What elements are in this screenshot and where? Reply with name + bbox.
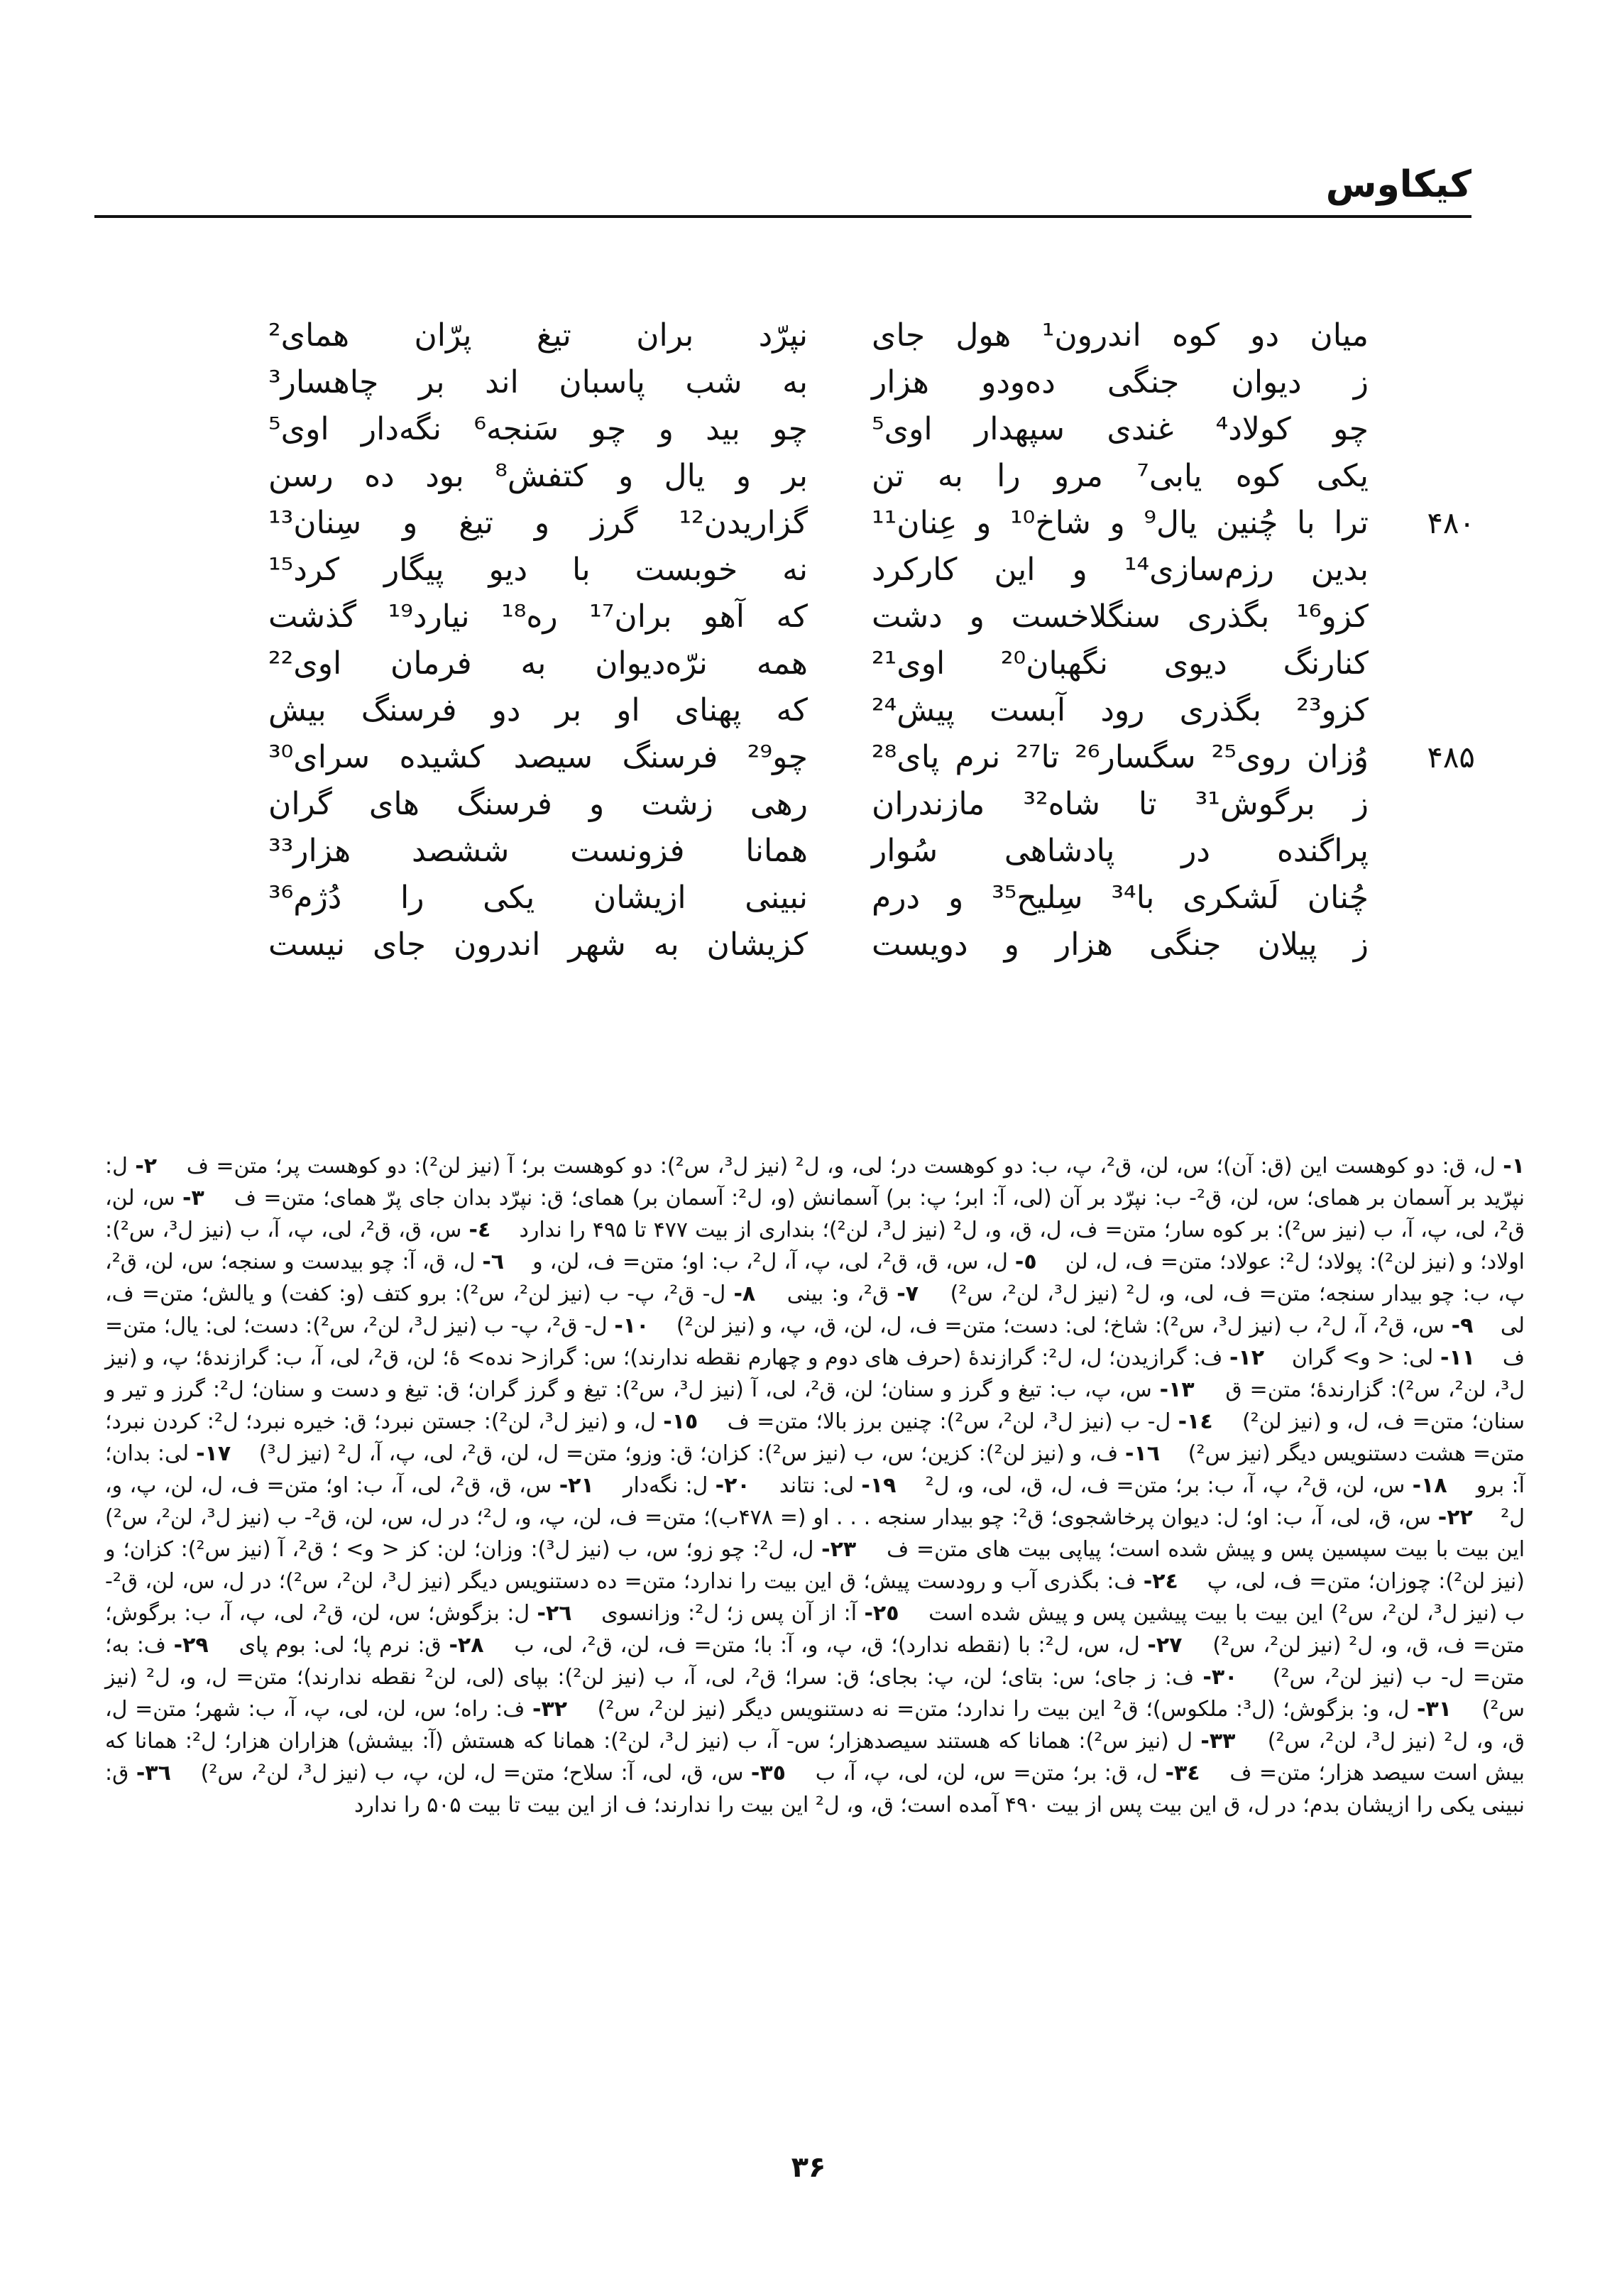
footnote-number: ٣١- <box>1417 1697 1452 1722</box>
verse-line <box>268 359 808 406</box>
footnote <box>594 1473 750 1498</box>
footnote-text: س، ق²، آ، ل²، ب (نیز ل³، س²): شاخ؛ لی: دست؛ متن= ف، ل، لن، ق، پ، و (نیز لن²) <box>676 1313 1445 1338</box>
verse-line <box>865 453 1475 500</box>
hemistich: پراگنده در پادشاهی سُوار <box>872 833 1369 869</box>
footnote-number: ١٤- <box>1178 1409 1213 1434</box>
footnote <box>896 1473 1447 1498</box>
verse-line <box>268 640 808 687</box>
footnote-text: س، ق، لی، آ: سلاح؛ متن= ل، لن، پ، ب (نیز ل³، لن²، س²) <box>200 1761 744 1786</box>
footnote-text: س، لن، ق²، لی، پ، آ، ب (نیز س²): بر کوه سار؛ متن= ف، ل، ق، و، ل² (نیز ل³، لن²)؛ بنداری از بیت ۴۷۷ تا ۴۹۵ را ندارد <box>105 1186 1525 1242</box>
footnote-text: ل: بزگوش؛ س، لن، ق²، لی، پ، آ، ب: برگوش؛ متن= ف، ق، و، ل² (نیز لن²، س²) <box>105 1601 1525 1658</box>
verse-line <box>268 453 808 500</box>
verse-line <box>268 828 808 875</box>
footnote-number: ٥- <box>1014 1250 1037 1274</box>
footnote-number: ٢٦- <box>537 1601 572 1626</box>
verse-line <box>268 687 808 734</box>
footnote-number: ۳- <box>182 1186 204 1210</box>
footnote <box>231 1441 1160 1466</box>
hemistich: همانا فزونست ششصد هزار³³ <box>268 833 808 869</box>
footnote <box>209 1633 484 1658</box>
footnote-number: ٣٣- <box>1200 1729 1236 1754</box>
hemistich: چو²⁹ فرسنگ سیصد کشیده سرای³⁰ <box>268 739 808 775</box>
footnote-number: ٦- <box>482 1250 505 1274</box>
verse-line <box>865 406 1475 453</box>
hemistich: کزو²³ بگذری رود آبست پیش²⁴ <box>872 692 1369 728</box>
hemistich: بر و یال و کتفش⁸ بود ده رسن <box>268 458 808 494</box>
verse-line <box>268 594 808 640</box>
footnote-number: ٣٤- <box>1165 1761 1200 1786</box>
footnote-text: ل، س، ل²: با (نقطه ندارد)؛ ق، پ، و، آ: با؛ متن= ف، لن، ق²، لی، ب <box>514 1633 1140 1658</box>
verse-line <box>865 594 1475 640</box>
footnote-number: ٨- <box>733 1281 756 1306</box>
footnotes-apparatus <box>105 1150 1525 1821</box>
footnote-number: ١٨- <box>1412 1473 1447 1498</box>
hemistich: کزیشان به شهر اندرون جای نیست <box>268 926 808 963</box>
verse-line <box>268 875 808 922</box>
footnote <box>1264 1345 1475 1370</box>
footnote-text: ق: نرم پا؛ لی: بوم پای <box>239 1633 442 1658</box>
footnote-number: ٣٦- <box>136 1761 171 1786</box>
footnote-number: ٢٥- <box>864 1601 899 1626</box>
hemistich: ز برگوش³¹ تا شاه³² مازندران <box>872 786 1369 822</box>
hemistich: نپرّد بران تیغ پرّان همای² <box>268 317 808 354</box>
footnote-number: ١٩- <box>861 1473 897 1498</box>
footnote-number: ٣٢- <box>532 1697 568 1722</box>
verse-line <box>865 547 1475 594</box>
hemistich: ترا با چُنین یال⁹ و شاخ¹⁰ و عِنان¹¹ <box>872 505 1369 541</box>
hemistich: ز دیوان جنگی ده‌ودو هزار <box>872 364 1369 400</box>
hemistich: وُزان روی²⁵ سگسار²⁶ تا²⁷ نرم پای²⁸ <box>872 739 1369 775</box>
footnote-text: ف: ز جای؛ س: بتای؛ لن، پ: بجای؛ ق: سرا؛ ق²، لی، آ، ب (نیز لن²): بپای (لی، لن² نقطه ندارند)؛ متن= ل، و، ل² (نیز س²) <box>105 1665 1525 1722</box>
verse-line <box>268 781 808 828</box>
hemistich: که پهنای او بر دو فرسنگ بیش <box>268 692 808 728</box>
footnote-text: س، ق، ق²، لی، پ، آ، ب (نیز ل³، س²): اولاد؛ و (نیز لن²): پولاد؛ ل²: عولاد؛ متن= ف، ل، لن <box>105 1218 1525 1274</box>
footnote-text: لی: بدان؛ آ: برو <box>105 1441 1525 1498</box>
hemistich: چو بید و چو سَنجه⁶ نگه‌دار اوی⁵ <box>268 411 808 447</box>
footnote-number: ١٣- <box>1159 1377 1195 1402</box>
hemistich: ز پیلان جنگی هزار و دویست <box>872 926 1369 963</box>
footnote-text: لی: نتاند <box>779 1473 855 1498</box>
footnote <box>649 1313 1473 1338</box>
hemistich: گزاریدن¹² گرز و تیغ و سِنان¹³ <box>268 505 808 541</box>
footnote <box>171 1761 786 1786</box>
verse-line <box>865 640 1475 687</box>
hemistich: بدین رزم‌سازی¹⁴ و این کارکرد <box>872 552 1369 588</box>
footnote-number: ٢٨- <box>449 1633 484 1658</box>
footnote-text: ق²، و: بینی <box>786 1281 889 1306</box>
footnote <box>750 1473 897 1498</box>
hemistich: چُنان لَشکری با³⁴ سِلیح³⁵ و درم <box>872 880 1369 916</box>
hemistich: میان دو کوه اندرون¹ هول جای <box>872 317 1369 354</box>
verse-line <box>268 500 808 547</box>
footnote-number: ١١- <box>1440 1345 1476 1370</box>
footnote-text: ل، و (نیز ل³، لن²): جستن نبرد؛ ق: خیره نبرد؛ ل²: کردن نبرد؛ متن= هشت دستنویس دیگر (نیز س²) <box>105 1409 1525 1466</box>
verse-line <box>865 781 1475 828</box>
footnote <box>786 1761 1200 1786</box>
hemistich: نبینی ازیشان یکی را دُژم³⁶ <box>268 880 808 916</box>
footnote <box>157 1154 1525 1179</box>
footnote <box>572 1601 899 1626</box>
footnote-text: ل (نیز س²): همانا که هستند سیصدهزار؛ س- آ، ب (نیز ل³، لن²): همانا که هستش (آ: بیشش) هزاران هزار؛ ل²: همانا که بیش است سیصد هزار؛ متن= ف <box>105 1729 1525 1786</box>
verse-line <box>865 828 1475 875</box>
hemistich: همه نرّه‌دیوان به فرمان اوی²² <box>268 645 808 682</box>
verse-column-right <box>865 312 1475 968</box>
footnote-text: ل، س، ق، ق²، لی، پ، آ، ل²، ب: او؛ متن= ف، لن، و <box>532 1250 1008 1274</box>
verse-line <box>268 406 808 453</box>
footnote-text: ل: نگه‌دار <box>623 1473 708 1498</box>
verse-number: ۴۸۵ <box>1427 740 1475 775</box>
page-number: ۳۶ <box>791 2151 826 2184</box>
verse-line <box>865 734 1475 781</box>
footnote-number: ١٥- <box>663 1409 698 1434</box>
hemistich: رهی زشت و فرسنگ های گران <box>268 786 808 822</box>
footnote-number: ٢٤- <box>1143 1569 1178 1594</box>
footnote <box>698 1409 1212 1434</box>
footnote-text: ف: گرازیدن؛ ل، ل²: گرازندهٔ (حرف های دوم و چهارم نقطه ندارند)؛ س: گراز< نده> هٔ؛ لن، ق²، لی، آ، ب: گرازندهٔ؛ پ، و (نیز ل³، لن²، س²): گزارندهٔ؛ متن= ق <box>105 1345 1525 1402</box>
footnote-number: ٢٧- <box>1147 1633 1183 1658</box>
verse-line <box>865 500 1475 547</box>
footnote-text: ل، ق: بر؛ متن= س، لن، لی، پ، آ، ب <box>815 1761 1158 1786</box>
verse-block <box>212 312 1475 1065</box>
verse-number: ۴۸۰ <box>1427 505 1475 540</box>
footnote-number: ۱- <box>1503 1154 1525 1179</box>
footnote-number: ٢٢- <box>1437 1505 1473 1530</box>
hemistich: کنارنگ دیوی نگهبان²⁰ اوی²¹ <box>872 645 1369 682</box>
verse-line <box>865 922 1475 968</box>
footnote-number: ٢٠- <box>715 1473 750 1498</box>
running-header <box>94 160 1471 218</box>
footnote-text: ل، و: بزگوش؛ (ل³: ملکوس)؛ ق² این بیت را ندارد؛ متن= نه دستنویس دیگر (نیز لن²، س²) <box>597 1697 1410 1722</box>
footnote <box>504 1250 1037 1274</box>
footnote-text: ف: بگذری آب و رودست پیش؛ ق این بیت را ندارد؛ متن= ده دستنویس دیگر (نیز ل³، لن²، س²)؛ در ل، س، لن، ق²- ب (نیز ل³، لن²، س²) این بیت با بیت پیشین پس و پیش شده است <box>105 1569 1525 1626</box>
chapter-title: کیکاوس <box>1325 163 1471 206</box>
hemistich: نه خوبست با دیو پیگار کرد¹⁵ <box>268 552 808 588</box>
hemistich: که آهو بران¹⁷ ره¹⁸ نیارد¹⁹ گذشت <box>268 598 808 635</box>
footnote-text: ل، ق: دو کوهست این (ق: آن)؛ س، لن، ق²، پ، ب: دو کوهست در؛ لی، و، ل² (نیز ل³، س²): دو کوهست بر؛ آ (نیز لن²): دو کوهست پر؛ متن= ف <box>186 1154 1496 1179</box>
verse-line <box>865 359 1475 406</box>
footnote-text: لی: < و> گران <box>1291 1345 1434 1370</box>
footnote <box>484 1633 1183 1658</box>
footnote-number: ١٧- <box>196 1441 231 1466</box>
footnote-text: س، ق، لی، آ، ب: او؛ ل: دیوان پرخاشجوی؛ ق²: چو بیدار سنجه . . . او (= ۴۷۸ب)؛ متن= ف، لن، پ، و، ل²؛ در ل، س، لن، ق²- ب (نیز ل³، لن²، س²) این بیت با بیت سپسین پس و پیش شده است؛ پیاپی بیت های متن= ف <box>105 1505 1525 1562</box>
footnote <box>755 1281 919 1306</box>
verse-line <box>268 547 808 594</box>
footnote-number: ١٢- <box>1229 1345 1265 1370</box>
footnote-text: ف: راه؛ س، لن، لی، پ، آ، ب: شهر؛ متن= ل، ق، و، ل² (نیز ل³، لن²، س²) <box>105 1697 1525 1754</box>
hemistich: کزو¹⁶ بگذری سنگلاخست و دشت <box>872 598 1369 635</box>
footnote-text: ل- ق²، پ- ب (نیز لن²، س²): برو کتف (و: کفت) و یالش؛ متن= ف، لی <box>105 1281 1525 1338</box>
footnote-text: ف: به؛ متن= ل- ب (نیز لن²، س²) <box>105 1633 1525 1690</box>
footnote-number: ٩- <box>1451 1313 1474 1338</box>
footnote-text: س، پ، ب: تیغ و گرز و سنان؛ لن، ق²، لی، آ (نیز ل³، س²): تیغ و گرز گران؛ ق: تیغ و دست و سنان؛ ل²: گرز و تیر و سنان؛ متن= ف، ل، و (نیز لن²) <box>105 1377 1525 1434</box>
footnote-text: س، ق، ق²، لی، آ، ب: او؛ متن= ف، ل، لن، پ، و، ل² <box>105 1473 1525 1530</box>
footnote-text: ق: نبینی یکی را ازیشان بدم؛ در ل، ق این بیت پس از بیت ۴۹۰ آمده است؛ ق، و، ل² این بیت را ندارند؛ ف از این بیت تا بیت ۵۰۵ را ندارد <box>105 1761 1525 1817</box>
verse-line <box>268 734 808 781</box>
verse-line <box>268 922 808 968</box>
footnote-number: ٢٣- <box>821 1537 857 1562</box>
footnote-number: ٢١- <box>559 1473 594 1498</box>
verse-line <box>865 312 1475 359</box>
footnote-text: ل، ل²: چو زو؛ س، ب (نیز ل³): وزان؛ لن: کز < و> ؛ ق²، آ (نیز س²): کزان؛ و (نیز لن²): چوزان؛ متن= ف، لی، پ <box>105 1537 1525 1594</box>
footnote-text: ل- ب (نیز ل³، لن²، س²): چنین برز بالا؛ متن= ف <box>727 1409 1171 1434</box>
footnote-number: ١٦- <box>1125 1441 1161 1466</box>
footnote <box>567 1697 1452 1722</box>
footnote-text: آ: از آن پس ز؛ ل²: وزانسوی <box>601 1601 857 1626</box>
verse-column-left <box>268 312 808 968</box>
footnote-number: ٢٩- <box>173 1633 209 1658</box>
hemistich: چو کولاد⁴ غندی سپهدار اوی⁵ <box>872 411 1369 447</box>
footnote-number: ٧- <box>897 1281 919 1306</box>
hemistich: یکی کوه یابی⁷ مرو را به تن <box>872 458 1369 494</box>
verse-line <box>865 687 1475 734</box>
verse-line <box>865 875 1475 922</box>
footnote-number: ٣٥- <box>750 1761 786 1786</box>
footnote-number: ١٠- <box>614 1313 649 1338</box>
footnote-text: س، لن، ق²، پ، آ، ب: بر؛ متن= ف، ل، ق، لی، و، ل² <box>925 1473 1405 1498</box>
footnote-text: ل: نپرّید بر آسمان بر همای؛ س، لن، ق²- ب: نپرّد بر آن (لی، آ: ابر؛ پ: بر) آسمانش (و، ل²: آسمان بر) همای؛ ق: نپرّد بدان جای پرّ همای؛ متن= ف <box>105 1154 1525 1210</box>
footnote-text: ل- ق²، پ- ب (نیز ل³، لن²، س²): دست؛ لی: یال؛ متن= ف <box>105 1313 1525 1370</box>
footnote-number: ٣٠- <box>1202 1665 1238 1690</box>
footnote-number: ۲- <box>135 1154 158 1179</box>
footnote-text: ف، و (نیز لن²): کزین؛ س، ب (نیز س²): کزان؛ ق: وزو؛ متن= ل، لن، ق²، لی، پ، آ، ل² (نیز ل³) <box>258 1441 1119 1466</box>
footnote-number: ٤- <box>468 1218 491 1242</box>
footnote-text: ل، ق، آ: چو بیدست و سنجه؛ س، لن، ق²، پ، ب: چو بیدار سنجه؛ متن= ف، لی، و، ل² (نیز ل³، لن²، س²) <box>105 1250 1525 1306</box>
hemistich: به شب پاسبان اند بر چاهسار³ <box>268 364 808 400</box>
verse-line <box>268 312 808 359</box>
